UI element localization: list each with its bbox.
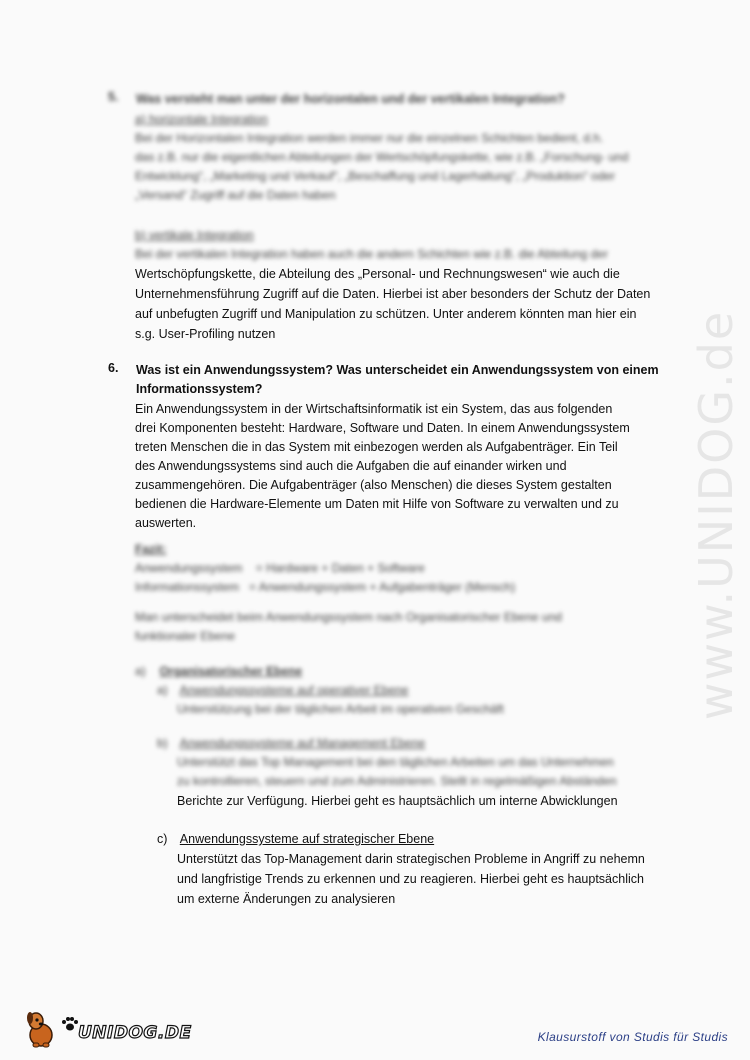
q6-body-line-4: des Anwendungssystems sind auch die Aufgaben die auf einander wirken und — [135, 459, 567, 473]
q6-body-line-2: drei Komponenten besteht: Hardware, Software und Daten. In einem Anwendungssystem — [135, 421, 630, 435]
question-6-title-line-1: Was ist ein Anwendungssystem? Was unterscheidet ein Anwendungssystem von einem — [136, 363, 659, 377]
subsection-management — [157, 734, 697, 811]
footer-logo — [24, 1010, 192, 1048]
sub-b-blur-line-1: Unterstützt das Top Management bei den täglichen Arbeiten um das Unternehmen — [177, 755, 614, 769]
footer-logo-text: UNIDOG.DE — [78, 1023, 192, 1043]
q5-b-line-4: s.g. User-Profiling nutzen — [135, 327, 276, 341]
q6-body-line-7: auswerten. — [135, 516, 197, 530]
q5-a-line-3: Entwicklung“, „Marketing und Verkauf“, „Beschaffung und Lagerhaltung“, „Produktion“ oder — [135, 169, 616, 183]
paw-icon — [60, 1016, 80, 1032]
question-6-number: 6. — [108, 361, 119, 375]
sub-c-heading: Anwendungssysteme auf strategischer Ebene — [179, 832, 435, 846]
distinction-line-1: Man unterscheidet beim Anwendungssystem nach Organisatorischer Ebene und — [135, 610, 562, 624]
distinction-line-2: funktionaler Ebene — [135, 629, 236, 643]
section-organisational — [135, 662, 695, 681]
sub-a-text: Unterstützung bei der täglichen Arbeit im operativen Geschäft — [177, 702, 504, 716]
watermark — [689, 280, 743, 750]
sub-c-line-2: und langfristige Trends zu erkennen und zu reagieren. Hierbei geht es hauptsächlich — [177, 872, 644, 886]
q6-body-line-1: Ein Anwendungssystem in der Wirtschaftsinformatik ist ein System, das aus folgenden — [135, 402, 613, 416]
watermark-text: www.UNIDOG.de — [689, 309, 743, 721]
section-marker: a) — [135, 664, 146, 678]
sub-a-marker: a) — [157, 683, 168, 697]
q5-a-line-4: „Versand“ Zugriff auf die Daten haben — [135, 188, 336, 202]
footer-tagline: Klausurstoff von Studis für Studis — [537, 1030, 728, 1044]
sub-b-marker: b) — [157, 736, 168, 750]
question-6-title-line-2: Informationssystem? — [136, 382, 263, 396]
fazit-line-1: Anwendungssystem = Hardware + Daten + Software — [135, 561, 425, 575]
dog-mascot-icon — [24, 1010, 58, 1048]
sub-b-clear-line: Berichte zur Verfügung. Hierbei geht es hauptsächlich um interne Abwicklungen — [177, 794, 618, 808]
sub-b-blur-line-2: zu kontrollieren, steuern und zum Administrieren. Stellt in regelmäßigen Abständen — [177, 774, 617, 788]
q5-a-heading: a) horizontale Integration — [135, 112, 268, 126]
sub-c-line-3: um externe Änderungen zu analysieren — [177, 892, 396, 906]
sub-c-marker: c) — [157, 832, 168, 846]
question-5-number: 5. — [108, 90, 119, 104]
subsection-operative — [157, 681, 687, 719]
fazit-heading: Fazit: — [135, 542, 167, 556]
subsection-strategic — [157, 829, 697, 909]
q6-body-line-6: bedienen die Hardware-Elemente um Daten mit Hilfe von Software zu verwalten und zu — [135, 497, 619, 511]
q6-distinction — [135, 608, 695, 646]
q5-horizontal-section — [135, 110, 675, 205]
q5-vertical-section — [135, 226, 695, 344]
q5-a-line-1: Bei der Horizontalen Integration werden immer nur die einzelnen Schichten bedient, d.h. — [135, 131, 604, 145]
q5-a-line-2: das z.B. nur die eigentlichen Abteilungen der Wertschöpfungskette, wie z.B. „Forschung- und — [135, 150, 629, 164]
q5-b-line-1: Wertschöpfungskette, die Abteilung des „Personal- und Rechnungswesen“ wie auch die — [135, 267, 620, 281]
question-5 — [108, 90, 668, 108]
section-heading: Organisatorischer Ebene — [159, 664, 303, 678]
question-5-title: Was versteht man unter der horizontalen und der vertikalen Integration? — [136, 92, 565, 106]
q6-fazit — [135, 540, 695, 597]
q6-body — [135, 400, 695, 533]
q5-b-line-blur: Bei der vertikalen Integration haben auch die andern Schichten wie z.B. die Abteilung der — [135, 247, 608, 261]
q5-b-heading: b) vertikale Integration — [135, 228, 254, 242]
q6-body-line-5: zusammengehören. Die Aufgabenträger (also Menschen) die dieses System gestalten — [135, 478, 612, 492]
fazit-line-2: Informationssystem = Anwendungssystem + Aufgabenträger (Mensch) — [135, 580, 516, 594]
sub-c-line-1: Unterstützt das Top-Management darin strategischen Probleme in Angriff zu nehemn — [177, 852, 645, 866]
q5-b-line-2: Unternehmensführung Zugriff auf die Daten. Hierbei ist aber besonders der Schutz der Daten — [135, 287, 651, 301]
sub-a-heading: Anwendungssysteme auf operativer Ebene — [179, 683, 409, 697]
q6-body-line-3: treten Menschen die in das System mit einbezogen werden als Aufgabenträger. Ein Teil — [135, 440, 618, 454]
question-6 — [108, 361, 668, 399]
question-6-title — [136, 361, 668, 399]
q5-b-line-3: auf unbefugten Zugriff und Manipulation zu schützen. Unter anderem könnten man hier ein — [135, 307, 637, 321]
sub-b-heading: Anwendungssysteme auf Management Ebene — [179, 736, 426, 750]
